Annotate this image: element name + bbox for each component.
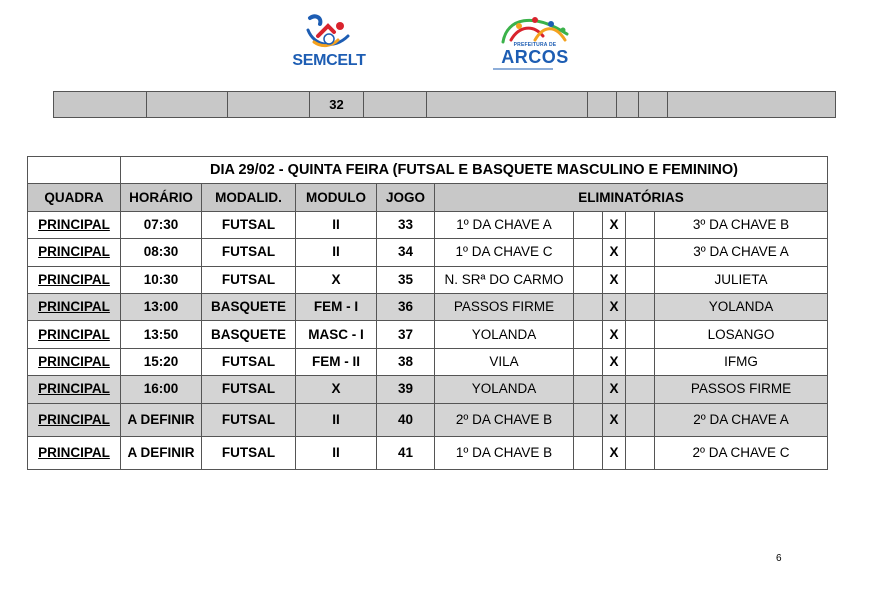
title-row bbox=[28, 157, 828, 184]
semcelt-logo-text: SEMCELT bbox=[292, 52, 366, 69]
strip-cell bbox=[588, 92, 617, 118]
team-b-cell: JULIETA bbox=[655, 266, 828, 293]
header-modalidade: MODALID. bbox=[202, 184, 296, 211]
strip-cell bbox=[639, 92, 668, 118]
table-row bbox=[28, 403, 828, 436]
title-blank-cell bbox=[28, 157, 121, 184]
versus-cell: X bbox=[603, 376, 626, 403]
jogo-cell: 33 bbox=[377, 211, 435, 238]
quadra-cell: PRINCIPAL bbox=[28, 293, 121, 320]
quadra-cell: PRINCIPAL bbox=[28, 376, 121, 403]
horario-cell: 07:30 bbox=[121, 211, 202, 238]
strip-cell bbox=[617, 92, 639, 118]
spacer-cell bbox=[626, 376, 655, 403]
modalidade-cell: FUTSAL bbox=[202, 436, 296, 469]
horario-cell: A DEFINIR bbox=[121, 403, 202, 436]
jogo-cell: 41 bbox=[377, 436, 435, 469]
versus-cell: X bbox=[603, 211, 626, 238]
table-row bbox=[28, 376, 828, 403]
modulo-cell: II bbox=[296, 211, 377, 238]
strip-cell bbox=[54, 92, 147, 118]
table-row bbox=[28, 436, 828, 469]
horario-cell: 16:00 bbox=[121, 376, 202, 403]
header-modulo: MODULO bbox=[296, 184, 377, 211]
semcelt-logo bbox=[282, 12, 376, 72]
versus-cell: X bbox=[603, 266, 626, 293]
spacer-cell bbox=[626, 321, 655, 348]
team-b-cell: PASSOS FIRME bbox=[655, 376, 828, 403]
spacer-cell bbox=[574, 376, 603, 403]
modulo-cell: II bbox=[296, 436, 377, 469]
quadra-cell: PRINCIPAL bbox=[28, 266, 121, 293]
jogo-cell: 37 bbox=[377, 321, 435, 348]
jogo-cell: 40 bbox=[377, 403, 435, 436]
team-a-cell: YOLANDA bbox=[435, 376, 574, 403]
schedule-table bbox=[27, 156, 828, 470]
modulo-cell: FEM - I bbox=[296, 293, 377, 320]
arcos-tagline-line-icon bbox=[493, 67, 553, 71]
header-jogo: JOGO bbox=[377, 184, 435, 211]
table-title: DIA 29/02 - QUINTA FEIRA (FUTSAL E BASQUETE MASCULINO E FEMININO) bbox=[121, 157, 828, 184]
spacer-cell bbox=[626, 211, 655, 238]
versus-cell: X bbox=[603, 403, 626, 436]
spacer-cell bbox=[574, 348, 603, 375]
modulo-cell: X bbox=[296, 266, 377, 293]
team-a-cell: N. SRª DO CARMO bbox=[435, 266, 574, 293]
table-row bbox=[28, 266, 828, 293]
spacer-cell bbox=[626, 403, 655, 436]
versus-cell: X bbox=[603, 348, 626, 375]
quadra-cell: PRINCIPAL bbox=[28, 436, 121, 469]
team-b-cell: IFMG bbox=[655, 348, 828, 375]
modulo-cell: II bbox=[296, 403, 377, 436]
strip-cell bbox=[364, 92, 427, 118]
quadra-cell: PRINCIPAL bbox=[28, 239, 121, 266]
table-row bbox=[28, 321, 828, 348]
modalidade-cell: FUTSAL bbox=[202, 266, 296, 293]
modulo-cell: MASC - I bbox=[296, 321, 377, 348]
team-a-cell: 1º DA CHAVE C bbox=[435, 239, 574, 266]
header-eliminatorias: ELIMINATÓRIAS bbox=[435, 184, 828, 211]
team-b-cell: LOSANGO bbox=[655, 321, 828, 348]
spacer-cell bbox=[626, 239, 655, 266]
team-a-cell: 2º DA CHAVE B bbox=[435, 403, 574, 436]
spacer-cell bbox=[574, 266, 603, 293]
strip-cell bbox=[147, 92, 228, 118]
modalidade-cell: FUTSAL bbox=[202, 403, 296, 436]
versus-cell: X bbox=[603, 321, 626, 348]
horario-cell: 08:30 bbox=[121, 239, 202, 266]
horario-cell: 10:30 bbox=[121, 266, 202, 293]
page-number: 6 bbox=[776, 553, 782, 564]
arcos-logo-prefeitura: PREFEITURA DE bbox=[513, 42, 557, 48]
modalidade-cell: BASQUETE bbox=[202, 321, 296, 348]
versus-cell: X bbox=[603, 436, 626, 469]
spacer-cell bbox=[626, 266, 655, 293]
quadra-cell: PRINCIPAL bbox=[28, 211, 121, 238]
modulo-cell: FEM - II bbox=[296, 348, 377, 375]
arcos-emblem-icon bbox=[493, 12, 577, 44]
table-row bbox=[28, 211, 828, 238]
team-a-cell: PASSOS FIRME bbox=[435, 293, 574, 320]
table-row bbox=[28, 348, 828, 375]
arcos-logo bbox=[493, 12, 577, 74]
modalidade-cell: BASQUETE bbox=[202, 293, 296, 320]
modalidade-cell: FUTSAL bbox=[202, 348, 296, 375]
quadra-cell: PRINCIPAL bbox=[28, 403, 121, 436]
modulo-cell: II bbox=[296, 239, 377, 266]
horario-cell: 13:50 bbox=[121, 321, 202, 348]
spacer-cell bbox=[574, 239, 603, 266]
spacer-cell bbox=[626, 293, 655, 320]
spacer-cell bbox=[574, 321, 603, 348]
team-a-cell: YOLANDA bbox=[435, 321, 574, 348]
spacer-cell bbox=[574, 403, 603, 436]
modalidade-cell: FUTSAL bbox=[202, 239, 296, 266]
team-b-cell: 2º DA CHAVE A bbox=[655, 403, 828, 436]
header-row bbox=[28, 184, 828, 211]
strip-row bbox=[54, 92, 836, 118]
spacer-cell bbox=[574, 211, 603, 238]
spacer-cell bbox=[626, 348, 655, 375]
arcos-logo-name: ARCOS bbox=[501, 47, 569, 67]
quadra-cell: PRINCIPAL bbox=[28, 348, 121, 375]
quadra-cell: PRINCIPAL bbox=[28, 321, 121, 348]
jogo-cell: 35 bbox=[377, 266, 435, 293]
table-row bbox=[28, 239, 828, 266]
modalidade-cell: FUTSAL bbox=[202, 376, 296, 403]
strip-cell bbox=[427, 92, 588, 118]
versus-cell: X bbox=[603, 239, 626, 266]
modulo-cell: X bbox=[296, 376, 377, 403]
strip-cell bbox=[228, 92, 310, 118]
spacer-cell bbox=[574, 436, 603, 469]
header-horario: HORÁRIO bbox=[121, 184, 202, 211]
versus-cell: X bbox=[603, 293, 626, 320]
jogo-cell: 38 bbox=[377, 348, 435, 375]
modalidade-cell: FUTSAL bbox=[202, 211, 296, 238]
team-b-cell: 3º DA CHAVE A bbox=[655, 239, 828, 266]
horario-cell: 15:20 bbox=[121, 348, 202, 375]
strip-cell bbox=[668, 92, 836, 118]
team-a-cell: VILA bbox=[435, 348, 574, 375]
team-a-cell: 1º DA CHAVE A bbox=[435, 211, 574, 238]
strip-game-number: 32 bbox=[310, 92, 364, 118]
team-b-cell: 3º DA CHAVE B bbox=[655, 211, 828, 238]
team-b-cell: YOLANDA bbox=[655, 293, 828, 320]
horario-cell: A DEFINIR bbox=[121, 436, 202, 469]
jogo-cell: 34 bbox=[377, 239, 435, 266]
header-quadra: QUADRA bbox=[28, 184, 121, 211]
jogo-cell: 36 bbox=[377, 293, 435, 320]
previous-table-strip bbox=[53, 91, 836, 118]
team-b-cell: 2º DA CHAVE C bbox=[655, 436, 828, 469]
team-a-cell: 1º DA CHAVE B bbox=[435, 436, 574, 469]
horario-cell: 13:00 bbox=[121, 293, 202, 320]
jogo-cell: 39 bbox=[377, 376, 435, 403]
semcelt-emblem-icon bbox=[304, 12, 354, 54]
spacer-cell bbox=[574, 293, 603, 320]
spacer-cell bbox=[626, 436, 655, 469]
table-row bbox=[28, 293, 828, 320]
